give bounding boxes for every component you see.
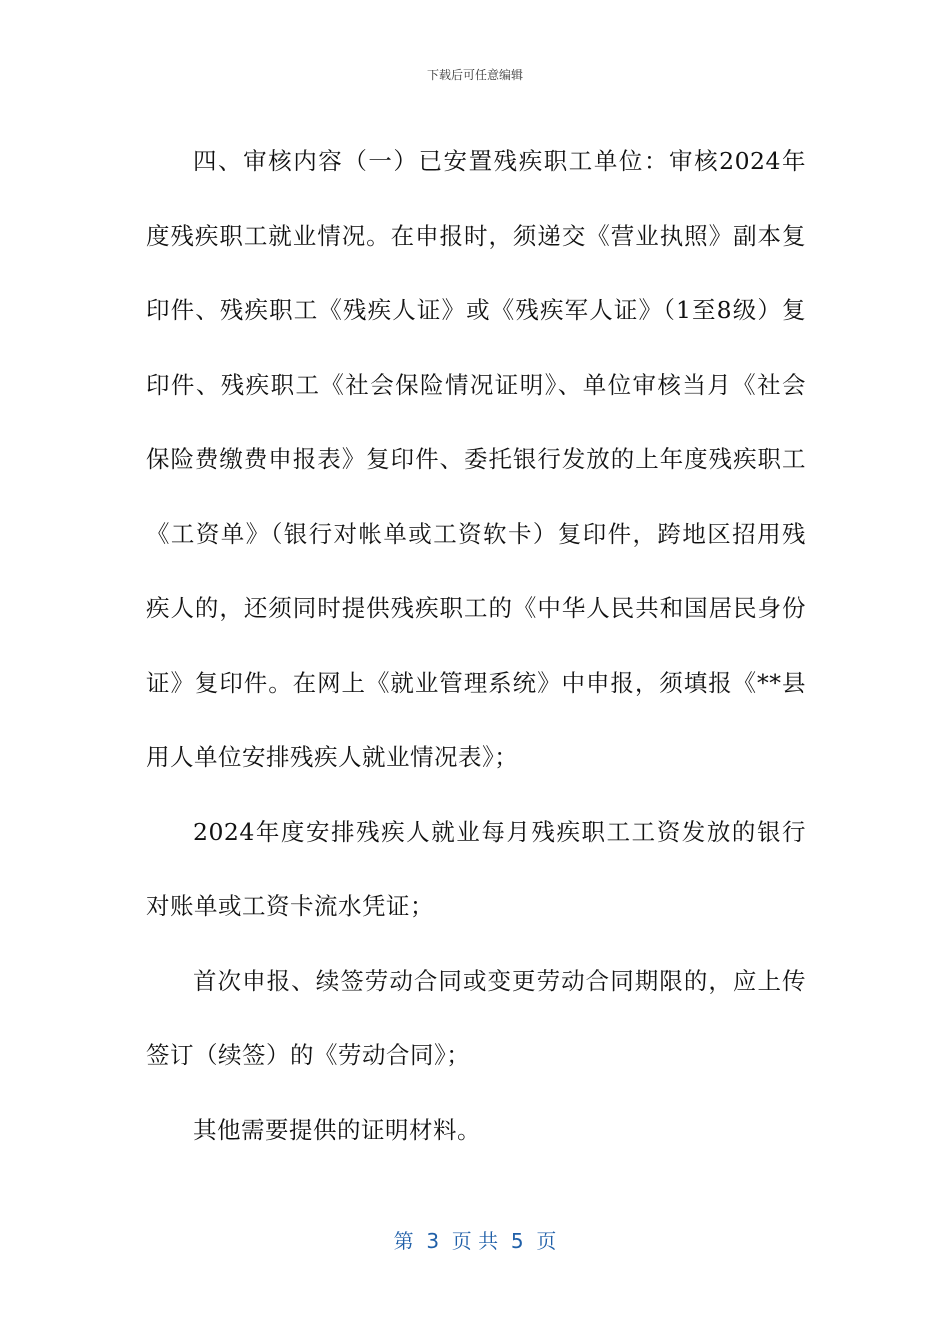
paragraph-other-materials: 其他需要提供的证明材料。 <box>193 1115 481 1144</box>
page-number-footer: 第 3 页 共 5 页 <box>393 1229 557 1253</box>
paragraph-bank-statement: 2024年度安排残疾人就业每月残疾职工工资发放的银行对账单或工资卡流水凭证； <box>146 817 806 920</box>
document-body <box>146 124 806 1167</box>
header-note: 下载后可任意编辑 <box>426 68 523 82</box>
paragraph-labor-contract: 首次申报、续签劳动合同或变更劳动合同期限的，应上传签订（续签）的《劳动合同》； <box>146 966 806 1069</box>
paragraph-review-content: 四、审核内容（一）已安置残疾职工单位：审核2024年度残疾职工就业情况。在申报时，须递交《营业执照》副本复印件、残疾职工《残疾人证》或《残疾军人证》（1至8级）复印件、残疾职工《社会保险情况证明》、单位审核当月《社会保险费缴费申报表》复印件、委托银行发放的上年度残疾职工《工资单》（银行对帐单或工资软卡）复印件，跨地区招用残疾人的，还须同时提供残疾职工的《中华人民共和国居民身份证》复印件。在网上《就业管理系统》中申报，须填报《**县用人单位安排残疾人就业情况表》； <box>146 147 806 771</box>
